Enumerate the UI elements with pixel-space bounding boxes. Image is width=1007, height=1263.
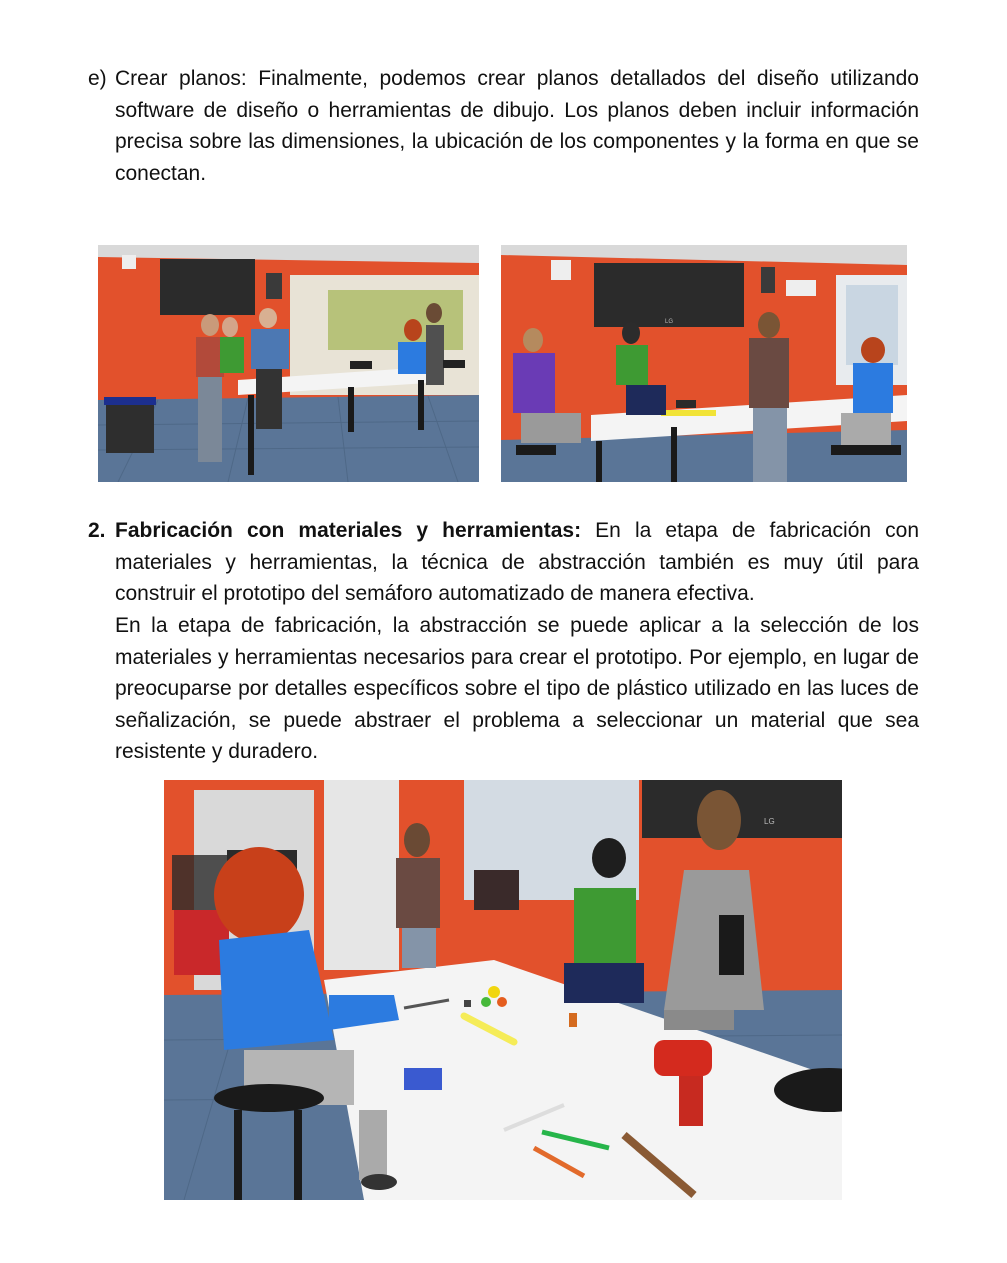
classroom-image-right [501,245,907,482]
list-marker-e: e) [88,67,107,90]
list-marker-2: 2. [88,519,106,542]
paragraph-fabricacion-abstraccion: En la etapa de fabricación, la abstracción se puede aplicar a la selección de los materiales y herramientas necesarios para crear el prototipo. Por ejemplo, en lugar de preocuparse por detalles específicos sobre el tipo de plástico utilizado en las luces de señalización, se puede abstraer el problema a seleccionar un material que sea resistente y duradero. [115,614,919,763]
paragraph-crear-planos: Crear planos: Finalmente, podemos crear planos detallados del diseño utilizando software de diseño o herramientas de dibujo. Los planos deben incluir información precisa sobre las dimensiones, la ubicación de los componentes y la forma en que se conectan. [115,67,919,185]
section-text-fabricacion-1: En la etapa de fabricación con materiales y herramientas, la técnica de abstracción también es muy útil para construir el prototipo del semáforo automatizado de manera efectiva. [115,519,920,605]
tv-brand-logo-bottom: LG [764,817,775,826]
section-heading-fabricacion: Fabricación con materiales y herramientas: [115,519,582,542]
paragraph-fabricacion-intro [115,515,919,610]
workshop-image [164,780,842,1200]
classroom-image-left [98,245,479,482]
tv-brand-logo: LG [664,319,674,325]
